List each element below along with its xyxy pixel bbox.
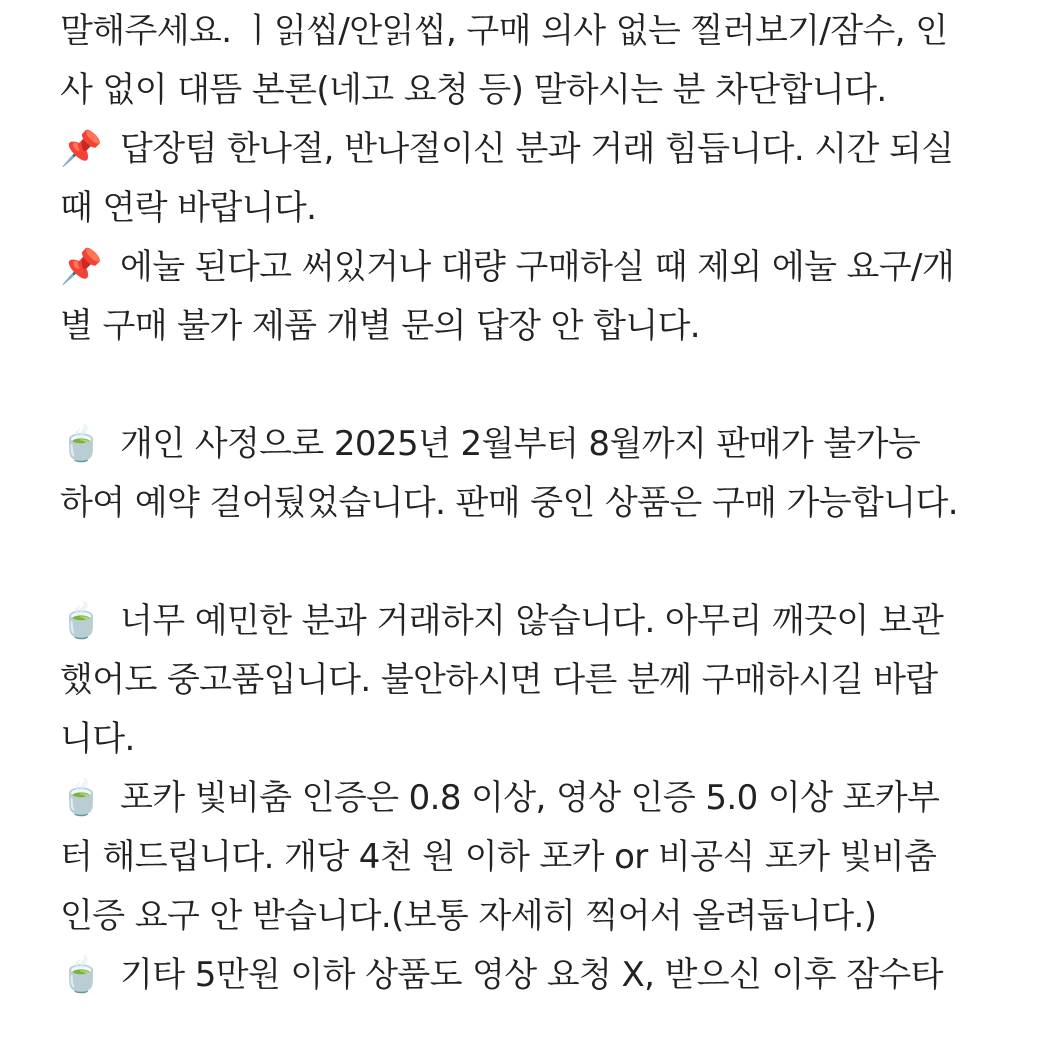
notice-line-text: 인증 요구 안 받습니다.(보통 자세히 찍어서 올려둡니다.): [60, 896, 877, 936]
notice-line: [60, 710, 1030, 769]
notice-line-text: 했어도 중고품입니다. 불안하시면 다른 분께 구매하시길 바랍: [60, 660, 938, 700]
notice-line: [60, 415, 1030, 474]
notice-line-text: 때 연락 바랍니다.: [60, 188, 317, 228]
notice-line-text: 기타 5만원 이하 상품도 영상 요청 X, 받으신 이후 잠수타: [120, 955, 943, 995]
notice-line: [60, 120, 1030, 179]
notice-line: [60, 769, 1030, 828]
pushpin-icon: 📌: [60, 247, 102, 287]
notice-line: [60, 474, 1030, 533]
tea-cup-icon: 🍵: [60, 601, 102, 641]
notice-line: [60, 828, 1030, 887]
notice-line-text: 에눌 된다고 써있거나 대량 구매하실 때 제외 에눌 요구/개: [120, 247, 955, 287]
tea-cup-icon: 🍵: [60, 424, 102, 464]
notice-line-text: 하여 예약 걸어뒀었습니다. 판매 중인 상품은 구매 가능합니다.: [60, 483, 958, 523]
notice-line-text: 포카 빛비춤 인증은 0.8 이상, 영상 인증 5.0 이상 포카부: [120, 778, 940, 818]
notice-line: [60, 887, 1030, 946]
notice-line: [60, 297, 1030, 356]
notice-line: [60, 179, 1030, 238]
notice-line: [60, 238, 1030, 297]
notice-line-text: 말해주세요. ㅣ읽씹/안읽씹, 구매 의사 없는 찔러보기/잠수, 인: [60, 11, 948, 51]
notice-line-text: 답장텀 한나절, 반나절이신 분과 거래 힘듭니다. 시간 되실: [120, 129, 954, 169]
notice-line: [60, 651, 1030, 710]
notice-line: [60, 946, 1030, 1005]
notice-line: [60, 2, 1030, 61]
notice-line: [60, 61, 1030, 120]
tea-cup-icon: 🍵: [60, 778, 102, 818]
notice-line-text: 사 없이 대뜸 본론(네고 요청 등) 말하시는 분 차단합니다.: [60, 70, 887, 110]
paragraph-spacer: [60, 356, 1030, 415]
notice-line-text: 니다.: [60, 719, 135, 759]
notice-line-text: 터 해드립니다. 개당 4천 원 이하 포카 or 비공식 포카 빛비춤: [60, 837, 937, 877]
paragraph-spacer: [60, 533, 1030, 592]
notice-line-text: 개인 사정으로 2025년 2월부터 8월까지 판매가 불가능: [120, 424, 921, 464]
pushpin-icon: 📌: [60, 129, 102, 169]
tea-cup-icon: 🍵: [60, 955, 102, 995]
shop-notice-text: [60, 2, 1030, 1005]
notice-line-text: 별 구매 불가 제품 개별 문의 답장 안 합니다.: [60, 306, 701, 346]
notice-line: [60, 592, 1030, 651]
notice-line-text: 너무 예민한 분과 거래하지 않습니다. 아무리 깨끗이 보관: [120, 601, 944, 641]
